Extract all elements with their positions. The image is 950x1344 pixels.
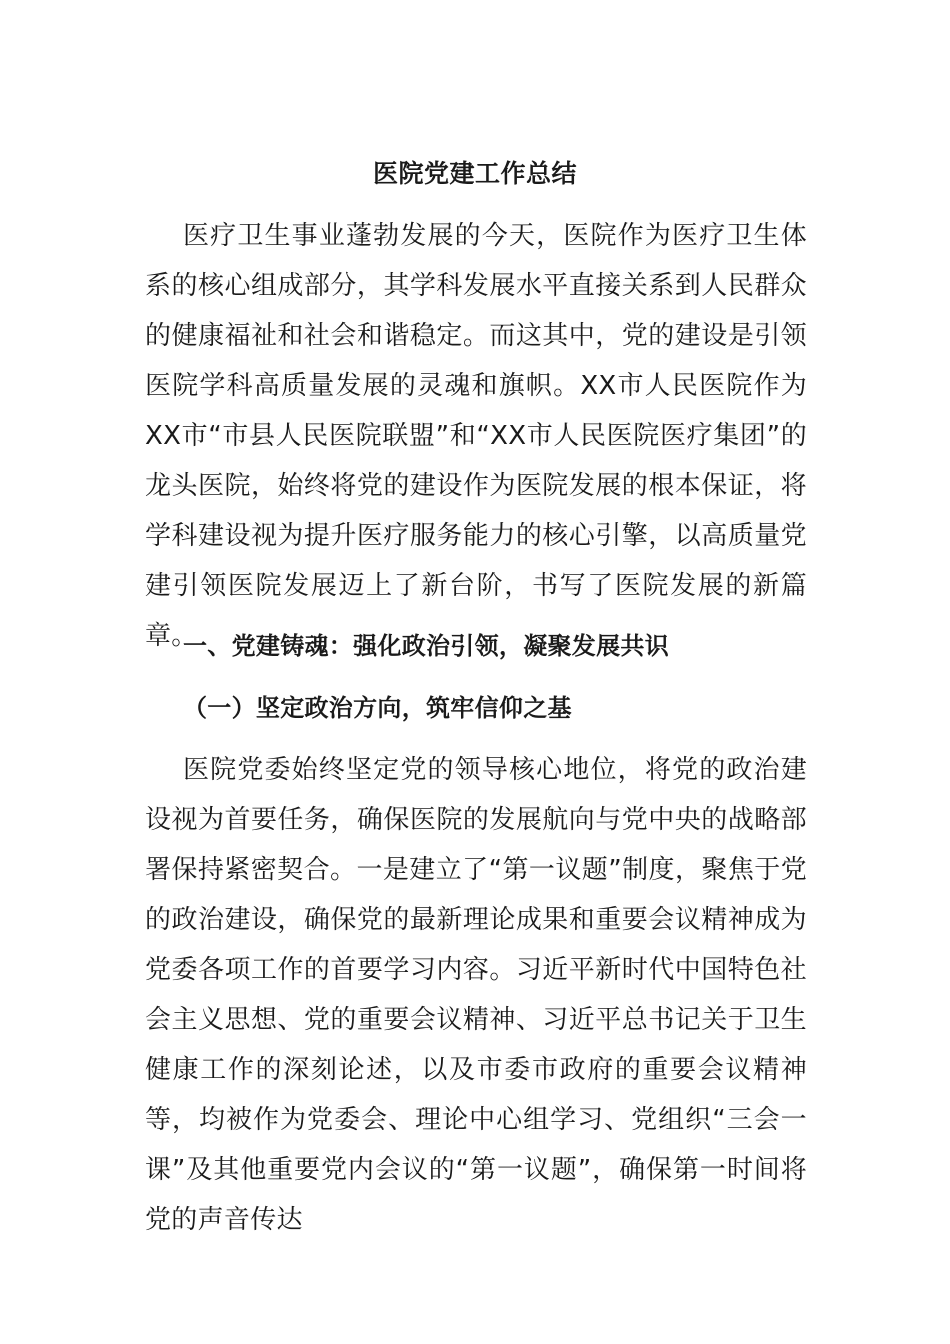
document-title: 医院党建工作总结 bbox=[372, 159, 577, 188]
body-paragraph-2: 医院党委始终坚定党的领导核心地位，将党的政治建设视为首要任务，确保医院的发展航向与党中央的战略部署保持紧密契合。一是建立了“第一议题”制度，聚焦于党的政治建设，确保党的最新理论成果和重要会议精神成为党委各项工作的首要学习内容。习近平新时代中国特色社会主义思想、党的重要会议精神、习近平总书记关于卫生健康工作的深刻论述，以及市委市政府的重要会议精神等，均被作为党委会、理论中心组学习、党组织“三会一课”及其他重要党内会议的“第一议题”，确保第一时间将党的声音传达 bbox=[145, 755, 807, 1235]
intro-paragraph: 医疗卫生事业蓬勃发展的今天，医院作为医疗卫生体系的核心组成部分，其学科发展水平直接关系到人民群众的健康福祉和社会和谐稳定。而这其中，党的建设是引领医院学科高质量发展的灵魂和旗帜。XX市人民医院作为XX市“市县人民医院联盟”和“XX市人民医院医疗集团”的龙头医院，始终将党的建设作为医院发展的根本保证，将学科建设视为提升医疗服务能力的核心引擎，以高质量党建引领医院发展迈上了新台阶，书写了医院发展的新篇章。 bbox=[145, 221, 807, 651]
section-heading-1: 一、党建铸魂：强化政治引领，凝聚发展共识 bbox=[183, 632, 669, 660]
subsection-heading-1-1: （一）坚定政治方向，筑牢信仰之基 bbox=[183, 694, 572, 722]
